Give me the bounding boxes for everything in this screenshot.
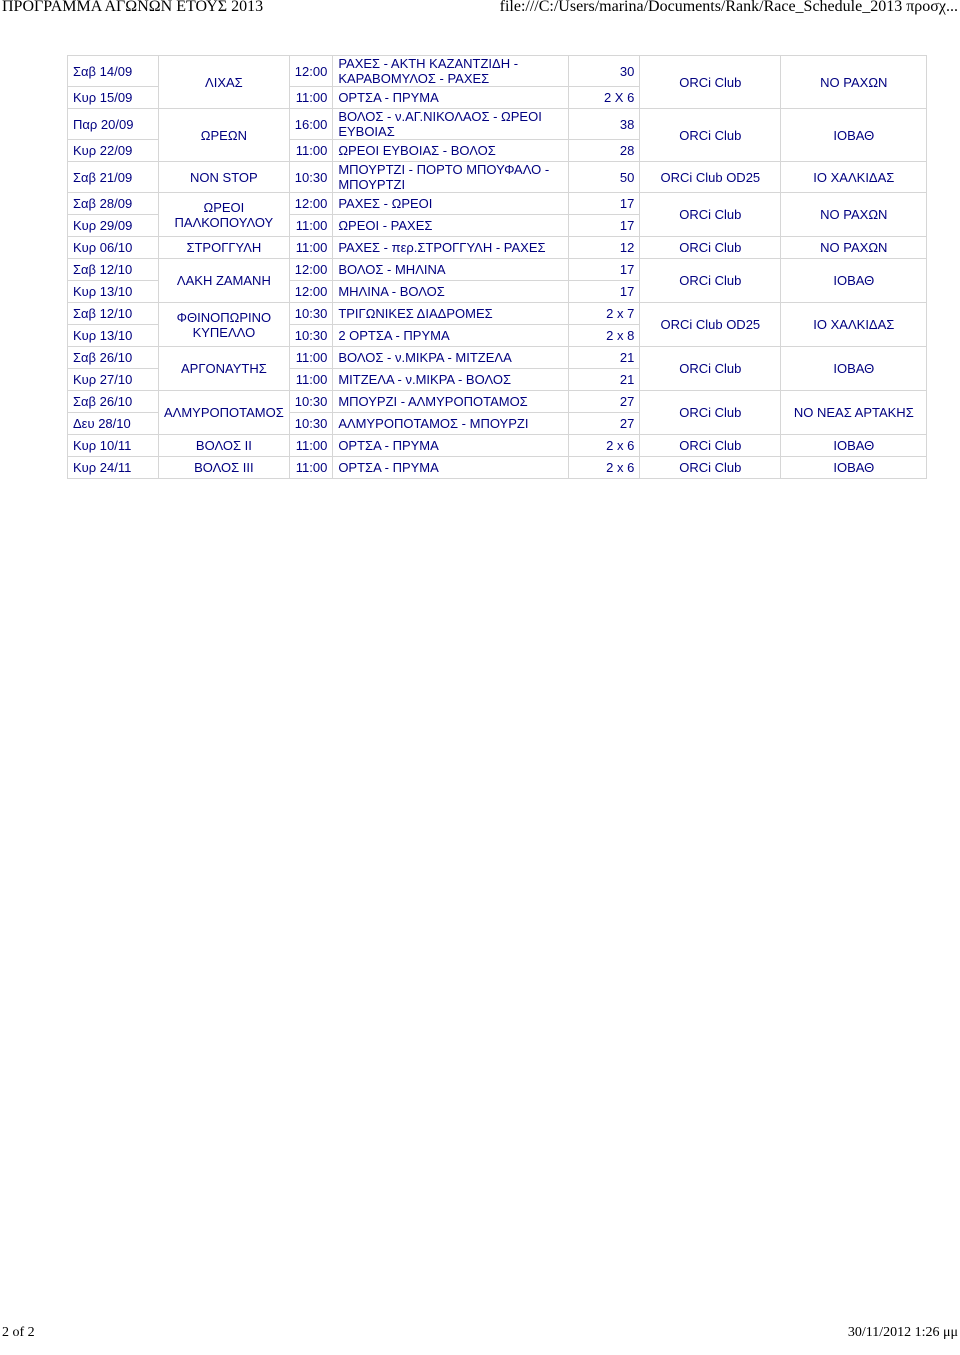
route-cell: ΜΗΛΙΝΑ - ΒΟΛΟΣ bbox=[333, 281, 569, 303]
document-title: ΠΡΟΓΡΑΜΜΑ ΑΓΩΝΩΝ ΕΤΟΥΣ 2013 bbox=[2, 0, 264, 15]
time-cell: 11:00 bbox=[289, 140, 333, 162]
time-cell: 11:00 bbox=[289, 237, 333, 259]
distance-cell: 2 x 6 bbox=[569, 457, 640, 479]
time-cell: 16:00 bbox=[289, 109, 333, 140]
distance-cell: 30 bbox=[569, 56, 640, 87]
organizer-cell: ΙΟΒΑΘ bbox=[781, 435, 927, 457]
table-row bbox=[68, 457, 927, 479]
time-cell: 12:00 bbox=[289, 259, 333, 281]
organizer-cell: ΙΟΒΑΘ bbox=[781, 259, 927, 303]
route-cell: ΡΑΧΕΣ - ΩΡΕΟΙ bbox=[333, 193, 569, 215]
organizer-cell: ΝΟ ΝΕΑΣ ΑΡΤΑΚΗΣ bbox=[781, 391, 927, 435]
date-cell: Κυρ 13/10 bbox=[68, 325, 159, 347]
organizer-cell: ΙΟ ΧΑΛΚΙΔΑΣ bbox=[781, 303, 927, 347]
distance-cell: 2 Χ 6 bbox=[569, 87, 640, 109]
route-cell: ΜΙΤΖΕΛΑ - ν.ΜΙΚΡΑ - ΒΟΛΟΣ bbox=[333, 369, 569, 391]
date-cell: Σαβ 28/09 bbox=[68, 193, 159, 215]
route-cell: ΩΡΕΟΙ ΕΥΒΟΙΑΣ - ΒΟΛΟΣ bbox=[333, 140, 569, 162]
time-cell: 10:30 bbox=[289, 303, 333, 325]
rating-cell: ORCi Club bbox=[640, 109, 781, 162]
race-schedule-table bbox=[67, 55, 927, 479]
organizer-cell: ΙΟΒΑΘ bbox=[781, 109, 927, 162]
route-cell: ΜΠΟΥΡΤΖΙ - ΠΟΡΤΟ ΜΠΟΥΦΑΛΟ - ΜΠΟΥΡΤΖΙ bbox=[333, 162, 569, 193]
organizer-cell: ΙΟ ΧΑΛΚΙΔΑΣ bbox=[781, 162, 927, 193]
rating-cell: ORCi Club bbox=[640, 237, 781, 259]
table-row bbox=[68, 259, 927, 281]
time-cell: 10:30 bbox=[289, 413, 333, 435]
time-cell: 10:30 bbox=[289, 325, 333, 347]
table-row bbox=[68, 237, 927, 259]
date-cell: Κυρ 15/09 bbox=[68, 87, 159, 109]
date-cell: Κυρ 24/11 bbox=[68, 457, 159, 479]
distance-cell: 27 bbox=[569, 413, 640, 435]
date-cell: Σαβ 14/09 bbox=[68, 56, 159, 87]
time-cell: 10:30 bbox=[289, 162, 333, 193]
print-datetime: 30/11/2012 1:26 μμ bbox=[847, 1325, 958, 1340]
file-path: file:///C:/Users/marina/Documents/Rank/Race_Schedule_2013 προσχ... bbox=[499, 0, 958, 15]
time-cell: 12:00 bbox=[289, 281, 333, 303]
club-cell: ΦΘΙΝΟΠΩΡΙΝΟ ΚΥΠΕΛΛΟ bbox=[159, 303, 290, 347]
date-cell: Κυρ 22/09 bbox=[68, 140, 159, 162]
table-row bbox=[68, 162, 927, 193]
distance-cell: 17 bbox=[569, 259, 640, 281]
print-header bbox=[0, 0, 960, 22]
date-cell: Δευ 28/10 bbox=[68, 413, 159, 435]
route-cell: ΟΡΤΣΑ - ΠΡΥΜΑ bbox=[333, 87, 569, 109]
club-cell: ΑΛΜΥΡΟΠΟΤΑΜΟΣ bbox=[159, 391, 290, 435]
club-cell: ΛΑΚΗ ΖΑΜΑΝΗ bbox=[159, 259, 290, 303]
date-cell: Κυρ 29/09 bbox=[68, 215, 159, 237]
route-cell: ΟΡΤΣΑ - ΠΡΥΜΑ bbox=[333, 457, 569, 479]
distance-cell: 21 bbox=[569, 347, 640, 369]
rating-cell: ORCi Club OD25 bbox=[640, 303, 781, 347]
time-cell: 11:00 bbox=[289, 369, 333, 391]
club-cell: ΑΡΓΟΝΑΥΤΗΣ bbox=[159, 347, 290, 391]
route-cell: ΡΑΧΕΣ - ΑΚΤΗ ΚΑΖΑΝΤΖΙΔΗ - ΚΑΡΑΒΟΜΥΛΟΣ - ΡΑΧΕΣ bbox=[333, 56, 569, 87]
route-cell: ΑΛΜΥΡΟΠΟΤΑΜΟΣ - ΜΠΟΥΡΖΙ bbox=[333, 413, 569, 435]
date-cell: Σαβ 26/10 bbox=[68, 347, 159, 369]
route-cell: ΤΡΙΓΩΝΙΚΕΣ ΔΙΑΔΡΟΜΕΣ bbox=[333, 303, 569, 325]
date-cell: Κυρ 06/10 bbox=[68, 237, 159, 259]
date-cell: Κυρ 13/10 bbox=[68, 281, 159, 303]
club-cell: ΩΡΕΟΙ ΠΑΛΚΟΠΟΥΛΟΥ bbox=[159, 193, 290, 237]
table-row bbox=[68, 435, 927, 457]
club-cell: ΩΡΕΩΝ bbox=[159, 109, 290, 162]
time-cell: 10:30 bbox=[289, 391, 333, 413]
date-cell: Παρ 20/09 bbox=[68, 109, 159, 140]
organizer-cell: ΝΟ ΡΑΧΩΝ bbox=[781, 56, 927, 109]
club-cell: ΛΙΧΑΣ bbox=[159, 56, 290, 109]
route-cell: ΒΟΛΟΣ - ΜΗΛΙΝΑ bbox=[333, 259, 569, 281]
distance-cell: 12 bbox=[569, 237, 640, 259]
time-cell: 12:00 bbox=[289, 193, 333, 215]
table-row bbox=[68, 109, 927, 140]
organizer-cell: ΙΟΒΑΘ bbox=[781, 347, 927, 391]
distance-cell: 50 bbox=[569, 162, 640, 193]
route-cell: ΩΡΕΟΙ - ΡΑΧΕΣ bbox=[333, 215, 569, 237]
time-cell: 12:00 bbox=[289, 56, 333, 87]
route-cell: ΡΑΧΕΣ - περ.ΣΤΡΟΓΓΥΛΗ - ΡΑΧΕΣ bbox=[333, 237, 569, 259]
time-cell: 11:00 bbox=[289, 215, 333, 237]
time-cell: 11:00 bbox=[289, 435, 333, 457]
route-cell: ΟΡΤΣΑ - ΠΡΥΜΑ bbox=[333, 435, 569, 457]
table-row bbox=[68, 391, 927, 413]
club-cell: ΣΤΡΟΓΓΥΛΗ bbox=[159, 237, 290, 259]
table-row bbox=[68, 303, 927, 325]
organizer-cell: ΙΟΒΑΘ bbox=[781, 457, 927, 479]
club-cell: NON STOP bbox=[159, 162, 290, 193]
distance-cell: 28 bbox=[569, 140, 640, 162]
distance-cell: 2 x 8 bbox=[569, 325, 640, 347]
rating-cell: ORCi Club bbox=[640, 259, 781, 303]
organizer-cell: ΝΟ ΡΑΧΩΝ bbox=[781, 193, 927, 237]
organizer-cell: ΝΟ ΡΑΧΩΝ bbox=[781, 237, 927, 259]
club-cell: ΒΟΛΟΣ II bbox=[159, 435, 290, 457]
date-cell: Κυρ 27/10 bbox=[68, 369, 159, 391]
route-cell: 2 ΟΡΤΣΑ - ΠΡΥΜΑ bbox=[333, 325, 569, 347]
route-cell: ΒΟΛΟΣ - ν.ΜΙΚΡΑ - ΜΙΤΖΕΛΑ bbox=[333, 347, 569, 369]
rating-cell: ORCi Club bbox=[640, 391, 781, 435]
date-cell: Σαβ 12/10 bbox=[68, 303, 159, 325]
page-number: 2 of 2 bbox=[2, 1325, 35, 1340]
date-cell: Σαβ 12/10 bbox=[68, 259, 159, 281]
rating-cell: ORCi Club bbox=[640, 457, 781, 479]
distance-cell: 2 x 7 bbox=[569, 303, 640, 325]
club-cell: ΒΟΛΟΣ III bbox=[159, 457, 290, 479]
rating-cell: ORCi Club bbox=[640, 435, 781, 457]
rating-cell: ORCi Club bbox=[640, 347, 781, 391]
distance-cell: 21 bbox=[569, 369, 640, 391]
distance-cell: 38 bbox=[569, 109, 640, 140]
table-row bbox=[68, 347, 927, 369]
print-footer bbox=[0, 1325, 960, 1345]
distance-cell: 17 bbox=[569, 193, 640, 215]
distance-cell: 27 bbox=[569, 391, 640, 413]
time-cell: 11:00 bbox=[289, 457, 333, 479]
rating-cell: ORCi Club bbox=[640, 193, 781, 237]
date-cell: Κυρ 10/11 bbox=[68, 435, 159, 457]
rating-cell: ORCi Club OD25 bbox=[640, 162, 781, 193]
route-cell: ΒΟΛΟΣ - ν.ΑΓ.ΝΙΚΟΛΑΟΣ - ΩΡΕΟΙ ΕΥΒΟΙΑΣ bbox=[333, 109, 569, 140]
distance-cell: 17 bbox=[569, 281, 640, 303]
table-row bbox=[68, 193, 927, 215]
time-cell: 11:00 bbox=[289, 87, 333, 109]
table-row bbox=[68, 56, 927, 87]
date-cell: Σαβ 26/10 bbox=[68, 391, 159, 413]
date-cell: Σαβ 21/09 bbox=[68, 162, 159, 193]
distance-cell: 17 bbox=[569, 215, 640, 237]
distance-cell: 2 x 6 bbox=[569, 435, 640, 457]
route-cell: ΜΠΟΥΡΖΙ - ΑΛΜΥΡΟΠΟΤΑΜΟΣ bbox=[333, 391, 569, 413]
time-cell: 11:00 bbox=[289, 347, 333, 369]
rating-cell: ORCi Club bbox=[640, 56, 781, 109]
